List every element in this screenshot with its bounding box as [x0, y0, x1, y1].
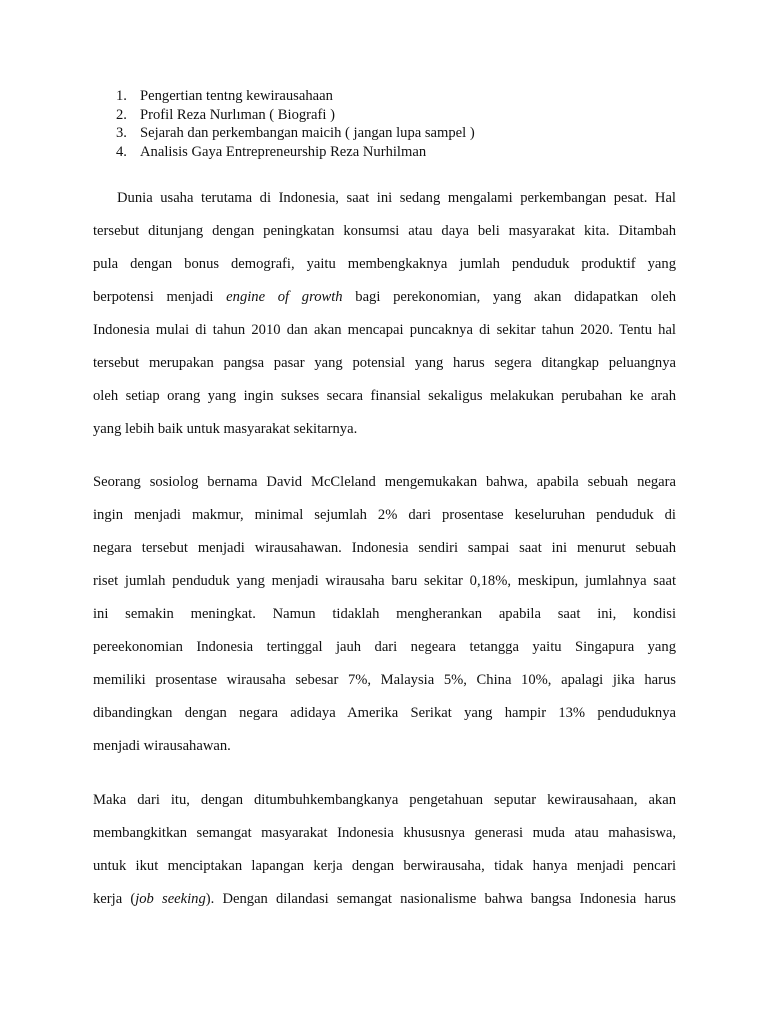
text-line: Indonesia mulai di tahun 2010 dan akan mencapai puncaknya di sekitar tahun 2020. Tentu hal: [93, 322, 676, 338]
text-segment: ). Dengan dilandasi semangat nasionalisme bahwa bangsa Indonesia harus: [205, 891, 676, 907]
outline-item-text: Sejarah dan perkembangan maicih ( jangan lupa sampel ): [140, 125, 475, 141]
text-line: dibandingkan dengan negara adidaya Amerika Serikat yang hampir 13% penduduknya: [93, 705, 676, 721]
text-line: Dunia usaha terutama di Indonesia, saat ini sedang mengalami perkembangan pesat. Hal: [117, 190, 676, 206]
text-segment: bagi perekonomian, yang akan didapatkan oleh: [355, 289, 676, 305]
text-line: tersebut merupakan pangsa pasar yang potensial yang harus segera ditangkap peluangnya: [93, 355, 676, 371]
outline-item-number: 3.: [116, 125, 127, 141]
outline-item-number: 4.: [116, 143, 127, 160]
outline-item-number: 2.: [116, 106, 127, 123]
text-line: pula dengan bonus demografi, yaitu membengkaknya jumlah penduduk produktif yang: [93, 256, 676, 272]
text-line: Seorang sosiolog bernama David McCleland mengemukakan bahwa, apabila sebuah negara: [93, 474, 676, 490]
text-segment: kerja (: [93, 891, 136, 907]
text-line: ingin menjadi makmur, minimal sejumlah 2% dari prosentase keseluruhan penduduk di: [93, 507, 676, 523]
text-segment: berpotensi menjadi: [93, 289, 214, 305]
text-line: tersebut ditunjang dengan peningkatan konsumsi atau daya beli masyarakat kita. Ditambah: [93, 223, 676, 239]
text-line: Maka dari itu, dengan ditumbuhkembangkanya pengetahuan seputar kewirausahaan, akan: [93, 792, 676, 808]
text-line: yang lebih baik untuk masyarakat sekitarnya.: [93, 421, 358, 437]
text-line: negara tersebut menjadi wirausahawan. Indonesia sendiri sampai saat ini menurut sebuah: [93, 540, 676, 556]
text-line: [93, 287, 676, 320]
text-line: untuk ikut menciptakan lapangan kerja dengan berwirausaha, tidak hanya menjadi pencari: [93, 858, 676, 874]
paragraph-kewirausahaan: [93, 790, 676, 922]
outline-item-text: Analisis Gaya Entrepreneurship Reza Nurhilman: [140, 143, 427, 160]
paragraph-mccleland: [93, 472, 676, 769]
text-line: riset jumlah penduduk yang menjadi wirausaha baru sekitar 0,18%, meskipun, jumlahnya saat: [93, 573, 676, 589]
outline-item: [116, 124, 676, 143]
outline-item: [116, 143, 676, 162]
text-line: menjadi wirausahawan.: [93, 738, 231, 754]
outline-item: [116, 106, 676, 125]
outline-list: [116, 87, 676, 161]
text-line: oleh setiap orang yang ingin sukses secara finansial sekaligus melakukan perubahan ke arah: [93, 388, 676, 404]
outline-item-text: Profil Reza Nurlıman ( Biografi ): [140, 106, 335, 123]
outline-item-number: 1.: [116, 88, 127, 104]
outline-item: [116, 87, 676, 106]
text-line: memiliki prosentase wirausaha sebesar 7%, Malaysia 5%, China 10%, apalagi jika harus: [93, 672, 676, 688]
outline-item-text: Pengertian tentng kewirausahaan: [140, 88, 333, 104]
italic-term-engine-of-growth: engine of growth: [226, 289, 343, 305]
text-line: pereekonomian Indonesia tertinggal jauh dari negeara tetangga yaitu Singapura yang: [93, 639, 676, 655]
text-line: [93, 889, 676, 922]
italic-term-job-seeking: job seeking: [135, 891, 206, 907]
text-line: membangkitkan semangat masyarakat Indonesia khususnya generasi muda atau mahasiswa,: [93, 825, 676, 841]
paragraph-usaha: [93, 188, 676, 452]
text-line: ini semakin meningkat. Namun tidaklah mengherankan apabila saat ini, kondisi: [93, 606, 676, 622]
